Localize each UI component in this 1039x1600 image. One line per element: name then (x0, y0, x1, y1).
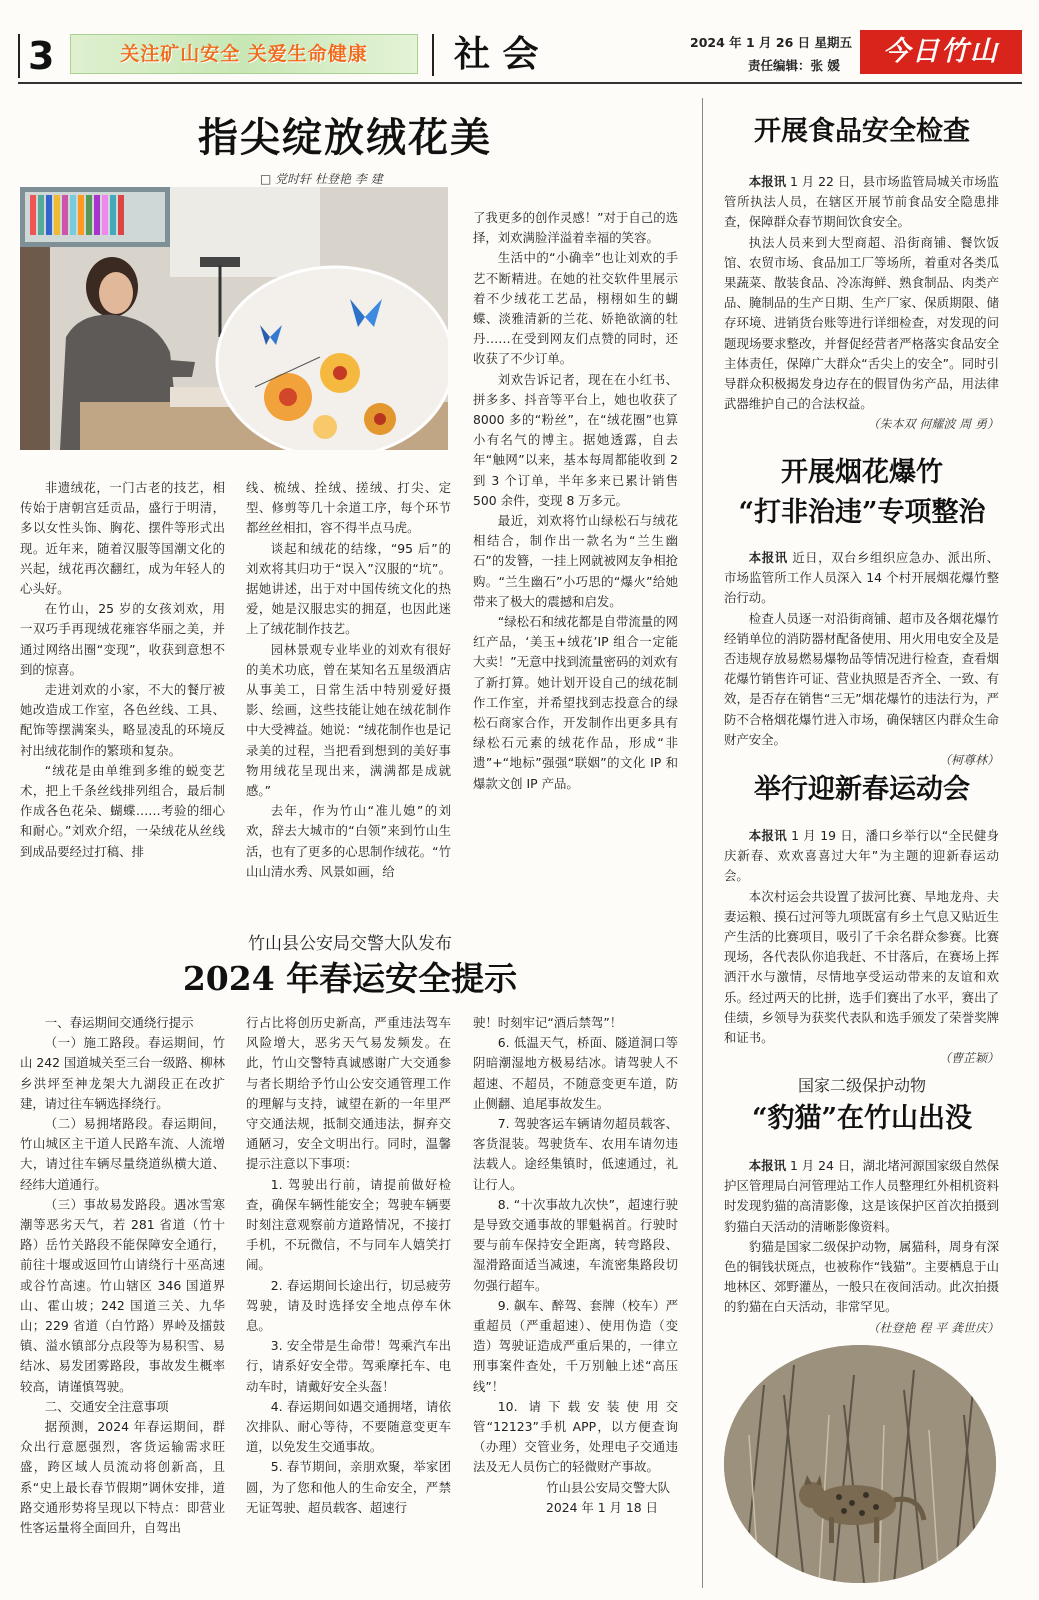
paragraph: 8. “十次事故九次快”，超速行驶是导致交通事故的罪魁祸首。行驶时要与前车保持安全距离，转弯路段、湿滑路面适当减速，车流密集路段切勿强行超车。 (473, 1196, 678, 1293)
leopard-cat-photo (724, 1345, 996, 1583)
leopard-kicker: 国家二级保护动物 (797, 1076, 926, 1095)
banner-text: 关注矿山安全 关爱生命健康 (120, 43, 368, 65)
news-tag: 本报讯 (748, 828, 787, 843)
paragraph (724, 172, 999, 233)
main-article-col1 (20, 478, 225, 862)
paragraph (724, 1156, 999, 1237)
paragraph: 7. 驾驶客运车辆请勿超员载客、客货混装。驾驶货车、农用车请勿违法载人。途经集镇时，低速通过，礼让行人。 (473, 1116, 678, 1192)
leopard-byline: （ 杜登艳 程 平 龚世庆 ） (724, 1318, 999, 1338)
issue-date: 2024 年 1 月 26 日 星期五 (690, 35, 852, 50)
paragraph: 3. 安全带是生命带！驾乘汽车出行，请系好安全带。驾乘摩托车、电动车时，请戴好安全头盔！ (246, 1338, 451, 1394)
news-tag: 本报讯 (748, 550, 788, 565)
paragraph: “绒花是由单维到多维的蜕变艺术，把上千条丝线排列组合，最后制作成各色花朵、蝴蝶……考验的细心和耐心。”刘欢介绍，一朵绒花从丝线到成品要经过打稿、排 (20, 762, 225, 859)
paragraph: 2. 春运期间长途出行，切忌疲劳驾驶，请及时选择安全地点停车休息。 (246, 1277, 451, 1334)
main-article-col2 (246, 478, 451, 882)
paragraph: 9. 飙车、醉驾、套牌（校车）严重超员（严重超速）、使用伪造（变造）驾驶证造成严重后果的，一律立刑事案件查处，千万别触上述“高压线”！ (473, 1297, 678, 1394)
leopard-body (724, 1156, 999, 1338)
paragraph: 谈起和绒花的结缘，“95 后”的刘欢将其归功于“误入”汉服的“坑”。据她讲述，出于对中国传统文化的热爱，她是汉服忠实的拥趸，也因此迷上了绒花制作技艺。 (246, 540, 451, 637)
column-divider (702, 98, 703, 1588)
traffic-kicker: 竹山县公安局交警大队发布 (248, 934, 452, 954)
main-article-col3 (473, 208, 678, 794)
fireworks-title-line1: 开展烟花爆竹 (781, 457, 943, 488)
food-safety-title: 开展食品安全检查 (754, 116, 970, 147)
sports-body (724, 826, 999, 1068)
food-safety-body (724, 172, 999, 435)
traffic-col3 (473, 1013, 678, 1518)
paragraph: “绿松石和绒花都是自带流量的网红产品，‘美玉+绒花’IP 组合一定能大卖！”无意中找到流量密码的刘欢有了新打算。她计划开设自己的绒花制作工作室，并希望找到志投意合的绿松石商家合作，开发制作出更多具有绿松石元素的绒花作品，形成“非遗”+“地标”强强“联姻”的文化 IP 和爆款文创 IP 产品。 (473, 614, 678, 791)
paragraph-text: 近日，双台乡组织应急办、派出所、市场监管所工作人员深入 14 个村开展烟花爆竹整治行动。 (724, 550, 999, 606)
paragraph: 检查人员逐一对沿街商铺、超市及各烟花爆竹经销单位的消防器材配备使用、用火用电安全及是否违规存放易燃易爆物品等情况进行检查，查看烟花爆竹销售许可证、营业执照是否齐全、一致、有效，是否存在销售“三无”烟花爆竹的违法行为，严防不合格烟花爆竹进入市场，确保辖区内群众生命财产安全。 (724, 610, 999, 747)
paper-name-logo: 今日竹山 (860, 30, 1022, 74)
paragraph: 10. 请下载安装使用交管“12123”手机 APP，以方便查询（办理）交管业务，处理电子交通违法及无人员伤亡的轻微财产事故。 (473, 1398, 678, 1475)
sports-title: 举行迎新春运动会 (754, 774, 970, 805)
traffic-section-heading: 一、春运期间交通绕行提示 (44, 1015, 194, 1030)
paragraph: （三）事故易发路段。遇冰雪寒潮等恶劣天气，若 281 省道（竹十路）岳竹关路段不能保障安全通行，前往十堰或返回竹山请绕行十巫高速或谷竹高速。竹山辖区 346 国道界山、霍山坡；242 国道三关、九华山；229 省道（白竹路）界岭及擂鼓镇、溢水镇部分点段等为易积雪、易结冰、易发团雾路段，事故发生概率较高，请谨慎驾驶。 (20, 1196, 225, 1394)
paragraph: 执法人员来到大型商超、沿街商铺、餐饮饭馆、农贸市场、食品加工厂等场所，着重对各类瓜果蔬菜、散装食品、冷冻海鲜、熟食制品、肉类产品、腌制品的生产日期、生产厂家、保质期限、储存环境、进销货台账等进行详细检查，对发现的问题现场要求整改，并督促经营者严格落实食品安全主体责任，保障广大群众“舌尖上的安全”。同时引导群众积极揭发身边存在的假冒伪劣产品，用法律武器维护自己的合法权益。 (724, 234, 999, 412)
main-article-title: 指尖绽放绒花美 (198, 114, 492, 161)
traffic-sign-org: 竹山县公安局交警大队 (546, 1479, 670, 1495)
paragraph: 5. 春节期间，亲朋欢聚，举家团圆，为了您和他人的生命安全，严禁无证驾驶、超员载客、超速行 (246, 1459, 451, 1515)
paragraph-text: 1 月 22 日，县市场监管局城关市场监管所执法人员，在辖区开展节前食品安全隐患排查，保障群众春节期间饮食安全。 (724, 174, 1000, 230)
news-tag: 本报讯 (748, 1158, 786, 1173)
traffic-col1 (20, 1013, 225, 1538)
traffic-section-heading: 二、交通安全注意事项 (44, 1398, 169, 1414)
paragraph: 据预测，2024 年春运期间，群众出行意愿强烈，客货运输需求旺盛，跨区域人员流动将创新高，且系“史上最长春节假期”调休安排，道路交通形势将呈现以下特点：即营业性客运量将全面回升，自驾出 (20, 1419, 225, 1536)
paragraph: （二）易拥堵路段。春运期间，竹山城区主干道人民路车流、人流增大，请过往车辆尽量绕道纵横大道、经纬大道通行。 (20, 1116, 225, 1192)
paragraph: 本次村运会共设置了拔河比赛、旱地龙舟、夫妻运粮、摸石过河等九项既富有乡土气息又贴近生产生活的比赛项目，吸引了千余名群众参赛。比赛现场，各代表队你追我赶、不甘落后，在赛场上挥洒汗水与激情，尽情地享受运动带来的友谊和欢乐。经过两天的比拼，选手们赛出了水平，赛出了佳绩，乡领导为获奖代表队和选手颁发了荣誉奖牌和证书。 (724, 888, 999, 1046)
paragraph: 走进刘欢的小家，不大的餐厅被她改造成工作室，各色丝线、工具、配饰等摆满案头，略显凌乱的环境反衬出绒花制作的繁琐和复杂。 (20, 682, 225, 758)
paragraph (724, 826, 999, 887)
paragraph: 4. 春运期间如遇交通拥堵，请依次排队、耐心等待，不要随意变更车道，以免发生交通事故。 (246, 1398, 451, 1455)
paragraph: 在竹山，25 岁的女孩刘欢，用一双巧手再现绒花雍容华丽之美，并通过网络出圈“变现”，收获到意想不到的惊喜。 (20, 601, 225, 677)
fireworks-title-line2: “打非治违”专项整治 (738, 497, 986, 528)
section-name: 社 会 (454, 33, 539, 75)
paragraph: 线、梳绒、拴绒、搓绒、打尖、定型、修剪等几十余道工序，每个环节都丝丝相扣，容不得半点马虎。 (246, 480, 451, 536)
responsible-editor: 责任编辑：张 媛 (748, 58, 840, 73)
paragraph-text: 1 月 24 日，湖北堵河源国家级自然保护区管理局白河管理站工作人员整理红外相机资料时发现豹猫的高清影像，这是该保护区首次拍摄到豹猫白天活动的清晰影像资料。 (724, 1158, 1000, 1234)
paragraph: 6. 低温天气，桥面、隧道洞口等阴暗潮湿地方极易结冰。请驾驶人不超速、不超员，不随意变更车道，防止侧翻、追尾事故发生。 (473, 1035, 678, 1111)
paragraph: 驶！时刻牢记“酒后禁驾”！ (473, 1015, 623, 1030)
fireworks-byline: （ 柯尊林 ） (724, 750, 999, 770)
paragraph-text: 1 月 19 日，潘口乡举行以“全民健身庆新春、欢欢喜喜过大年”为主题的迎新春运动会。 (724, 828, 999, 884)
paragraph: 园林景观专业毕业的刘欢有很好的美术功底，曾在某知名五星级酒店从事美工，日常生活中特别爱好摄影、绘画，这些技能让她在绒花制作中大受裨益。她说：“绒花制作也是记录美的过程，当把看到想到的美好事物用绒花呈现出来，满满都是成就感。” (246, 641, 451, 799)
header-rule (18, 82, 1022, 84)
paragraph: 最近，刘欢将竹山绿松石与绒花相结合，制作出一款名为“兰生幽石”的发簪，一挂上网就被网友争相抢购。“兰生幽石”小巧思的“爆火”给她带来了极大的震撼和启发。 (473, 513, 678, 609)
leopard-title: “豹猫”在竹山出没 (751, 1103, 973, 1134)
header-divider (432, 34, 434, 76)
paragraph: 了我更多的创作灵感！”对于自己的选择，刘欢满脸洋溢着幸福的笑容。 (473, 210, 678, 246)
safety-banner (70, 34, 418, 74)
news-tag: 本报讯 (748, 174, 786, 189)
paragraph: 去年，作为竹山“准儿媳”的刘欢，辞去大城市的“白领”来到竹山生活，也有了更多的心思制作绒花。“竹山山清水秀、风景如画，给 (246, 803, 451, 879)
sports-byline: （ 曹芷颖 ） (724, 1048, 999, 1068)
artisan-photo-illustration (20, 187, 448, 450)
leopard-cat-illustration (724, 1345, 996, 1583)
paragraph: 生活中的“小确幸”也让刘欢的手艺不断精进。在她的社交软件里展示着不少绒花工艺品，栩栩如生的蝴蝶、淡雅清新的兰花、娇艳欲滴的牡丹……在受到网友们点赞的同时，还收获了不少订单。 (473, 250, 678, 367)
fireworks-body (724, 548, 999, 770)
paragraph: 非遗绒花，一门古老的技艺，相传始于唐朝宫廷贡品，盛行于明清，多以女性头饰、胸花、摆件等形式出现。近年来，随着汉服等国潮文化的兴起，绒花再次翻红，成为年轻人的心头好。 (20, 480, 225, 597)
artisan-photo (20, 187, 448, 450)
page-number: 3 (18, 34, 68, 78)
paragraph: 豹猫是国家二级保护动物，属猫科，周身有深色的铜钱状斑点，也被称作“钱猫”。主要栖息于山地林区、郊野灌丛，一般只在夜间活动。此次拍摄的豹猫在白天活动，非常罕见。 (724, 1238, 999, 1315)
food-safety-byline: （ 朱本双 何耀波 周 勇 ） (724, 414, 999, 434)
paragraph: 刘欢告诉记者，现在在小红书、拼多多、抖音等平台上，她也收获了 8000 多的“粉丝”，在“绒花圈”也算小有名气的博主。据她透露，自去年“触网”以来，基本每周都能收到 2 到 3 个订单，半年多来已累计销售 500 余件，变现 8 万多元。 (473, 371, 678, 508)
masthead (0, 0, 1039, 90)
main-article-byline: □ 党时轩 杜登艳 李 建 (260, 172, 383, 186)
paragraph: （一）施工路段。春运期间，竹山 242 国道城关至三台一级路、柳林乡洪坪至神龙架大九湖段正在改扩建，请过往车辆选择绕行。 (20, 1035, 225, 1111)
paragraph: 1. 驾驶出行前，请提前做好检查，确保车辆性能安全；驾驶车辆要时刻注意观察前方道路情况，不接打手机，不玩微信，不与同车人嬉笑打闹。 (246, 1176, 451, 1273)
traffic-sign-date: 2024 年 1 月 18 日 (545, 1499, 658, 1515)
paragraph: 行占比将创历史新高，严重违法驾车风险增大，恶劣天气易发频发。在此，竹山交警特真诚感谢广大交通参与者长期给予竹山公安交通管理工作的理解与支持，诚望在新的一年里严守交通法规，抵制交通违法，摒弃交通陋习，安全文明出行。同时，温馨提示注意以下事项： (246, 1015, 451, 1172)
traffic-col2 (246, 1013, 451, 1518)
traffic-title: 2024 年春运安全提示 (182, 959, 518, 998)
paragraph (724, 548, 999, 609)
